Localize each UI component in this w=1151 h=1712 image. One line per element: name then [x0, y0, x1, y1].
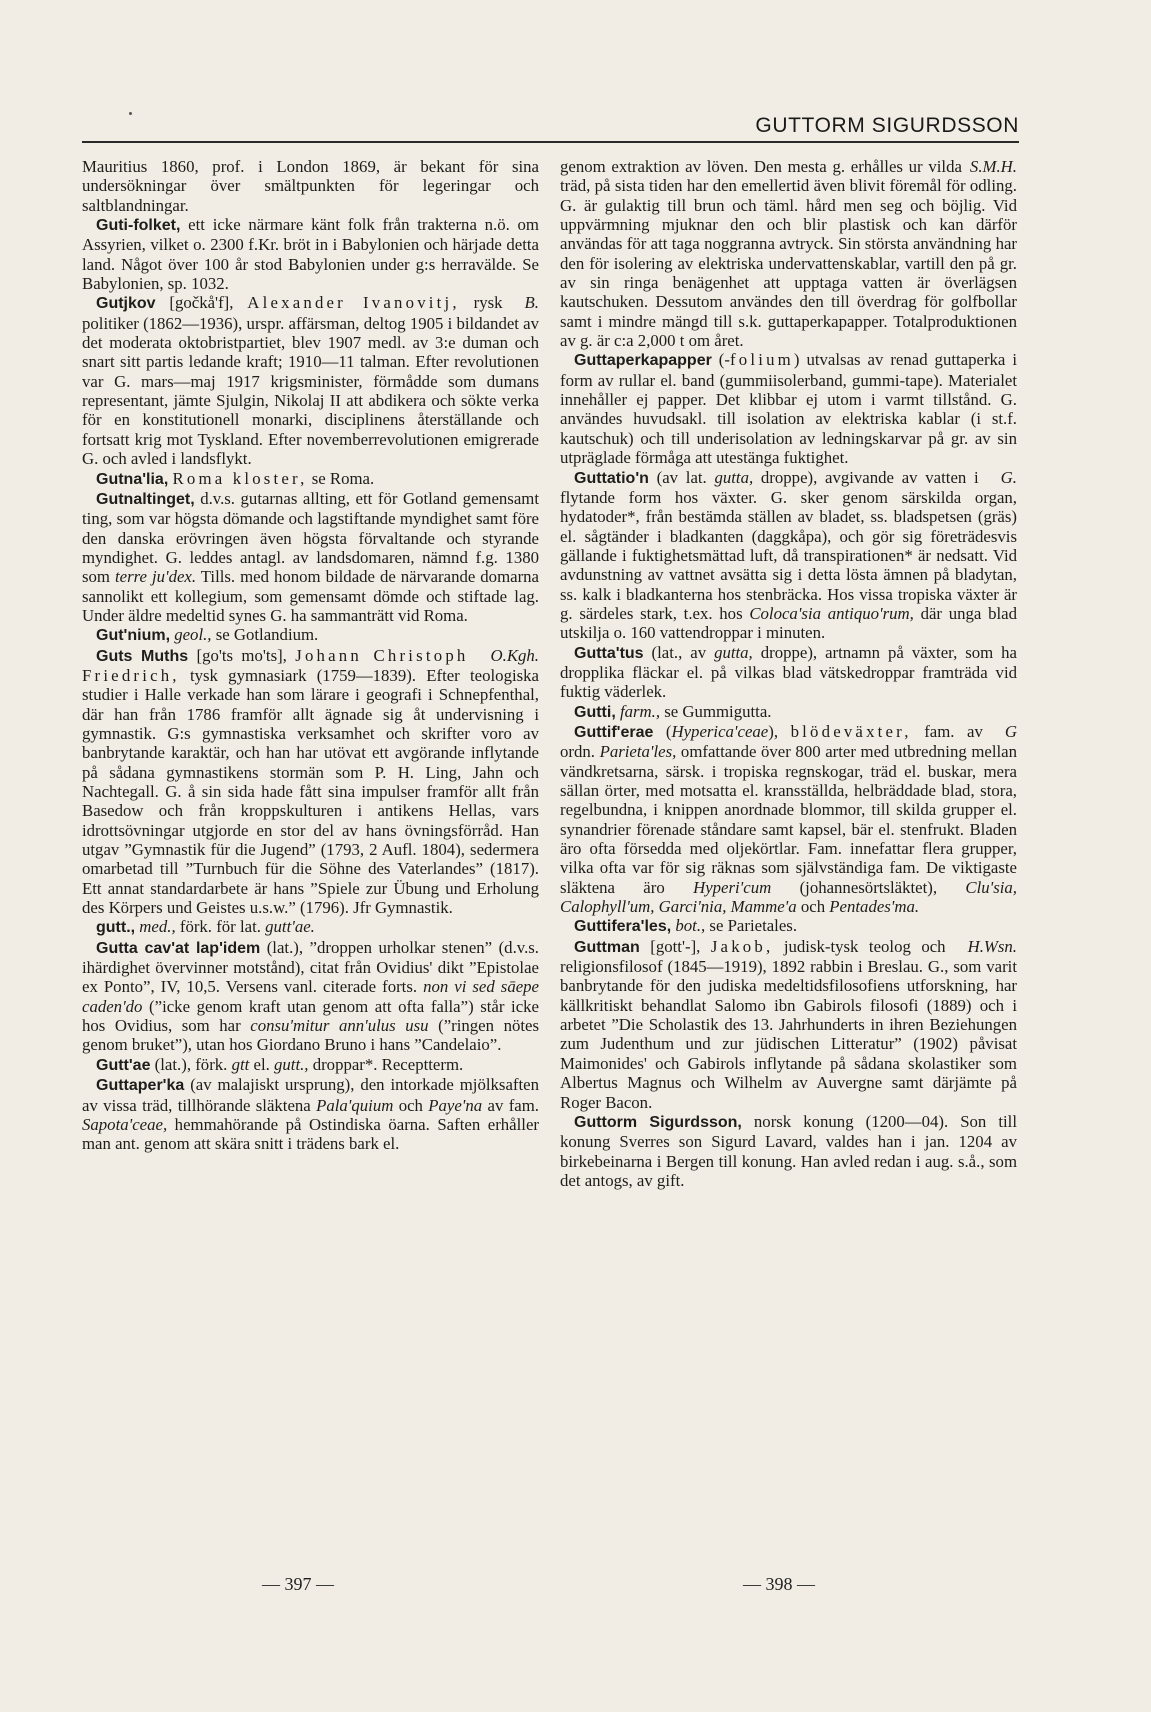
- entry-text: där unga blad utskilja o. 160 vattendroppar i minuten.: [560, 603, 1017, 643]
- author-signature: H.Wsn.: [967, 936, 1017, 956]
- dictionary-entry: [82, 917, 539, 937]
- entry-text: (av lat.: [648, 467, 715, 487]
- entry-headword: Gutna'lia,: [96, 470, 169, 488]
- entry-text: Mauritius 1860, prof. i London 1869, är bekant för sina undersökningar över smältpunkten för legeringar och saltblandningar.: [82, 157, 539, 215]
- dictionary-entry: [560, 157, 1017, 350]
- author-signature: G.: [1000, 467, 1017, 487]
- dictionary-entry: [560, 1112, 1017, 1190]
- author-signature: B.: [524, 293, 539, 313]
- italic-term: Coloca'sia antiquo'rum,: [749, 603, 914, 623]
- entry-text: ) utvalsas av renad guttaperka i form av rullar el. band (gummiisolerband, gummi-tape). Materialet innehåller ej papper. Det klibbar ej utom i varmt tillstånd. G. användes huvudsakl. till isolation av elektriska kablar (i st.f. kautschuk) och till underisolation av ledningskarvar på gr. av sin utpräglade förmåga att utestänga fuktighet.: [560, 350, 1018, 468]
- entry-text: hemmahörande på Ostindiska öarna. Saften erhåller man ant. genom att skära snitt i trädens bark el.: [82, 1114, 539, 1154]
- entry-headword: Gutnaltinget,: [96, 490, 195, 508]
- dictionary-entry: [82, 646, 539, 918]
- dictionary-entry: [82, 625, 539, 645]
- entry-text: ett icke närmare känt folk från trakterna n.ö. om Assyrien, vilket o. 2300 f.Kr. bröt in i Babylonien och härjade detta land. Något över 100 år stod Babylonien under g:s herravälde. Se Babylonien, sp. 1032.: [82, 215, 539, 294]
- italic-term: Sapota'ceae,: [82, 1114, 168, 1134]
- italic-term: farm.,: [619, 701, 661, 721]
- dictionary-entry: [82, 469, 539, 489]
- entry-text: [gott'-],: [639, 936, 711, 956]
- entry-headword: Guti-folket,: [96, 217, 181, 235]
- entry-text: tysk gymnasiark (1759—1839). Efter teologiska studier i Halle verkade han som lärare i geografi i Schnepfenthal, där han från 1786 framför allt ägnade sig åt undervisning i gymnastik. G:s gymnastiska verksamhet och skrifter voro av banbrytande karaktär, och han har utövat ett avgörande inflytande på sådana gymnastikens stormän som P. H. Ling, Jahn och Nachtegall. G. å sin sida hade fått sina impulser framför allt från Basedow och från kroppskulturen i antikens Hellas, vars idrottsövningar utgjorde en stor del av hans övningsförråd. Han utgav ”Gymnastik für die Jugend” (1793, 2 Aufl. 1804), sedermera omarbetad till ”Turnbuch für die Söhne des Vaterlandes” (1817). Ett annat standardarbete är hans ”Spiele zur Übung und Erholung des Körpers und Geistes u.s.w.” (1796). Jfr Gymnastik.: [82, 665, 539, 918]
- entry-text: [gočkå'f],: [155, 293, 248, 313]
- entry-text: d.v.s. gutarnas allting, ett för Gotland gemensamt ting, som var högsta dömande och lagstiftande myndighet samt före den danska erövringen även högsta förvaltande och styrande myndighet. G. leddes antagl. av landsdomaren, nämnd f.g. 1380 som: [82, 488, 539, 587]
- entry-headword: Gutta cav'at lap'idem: [96, 939, 261, 957]
- entry-headword: Gutta'tus: [574, 644, 644, 662]
- entry-headword: Guttaperkapapper: [574, 352, 712, 370]
- italic-term: geol.,: [174, 625, 212, 645]
- spaced-name: Roma kloster,: [172, 468, 308, 488]
- dictionary-entry: [82, 489, 539, 625]
- spaced-name: Johann Christoph Friedrich,: [82, 645, 469, 685]
- entry-text: (”ringen nötes genom bruket”), utan hos Giordano Bruno i hans ”Candelaio”.: [82, 1016, 539, 1055]
- dictionary-entry: [82, 938, 539, 1055]
- left-column: [82, 157, 539, 1154]
- entry-text: genom extraktion av löven. Den mesta g. erhålles ur vilda träd, på sista tiden har den emellertid även blivit föremål för odling. G. är gulaktig till brun och täml. hård men seg och böjlig. Vid uppvärmning mjuknar den och blir plastisk och kan därför användas för att taga noggranna avtryck. Sin största användning har den för isolering av elektriska undervattenskablar, vartill den på gr. av sin ringa benägenhet att upptaga vatten är överlägsen kautschuken. Dessutom användes den till överdrag för golfbollar samt i mindre mängd till s.k. guttaperkapapper. Totalproduktionen av g. är c:a 2,000 t om året.: [560, 157, 1017, 351]
- dictionary-entry: [560, 468, 1017, 643]
- italic-term: Parieta'les,: [599, 742, 677, 762]
- entry-text: se Gotlandium.: [211, 625, 319, 645]
- entry-text: omfattande över 800 arter med utbredning mellan vändkretsarna, särsk. i tropiska regnskogar, träd el. buskar, mera sällan örter, med motsatta el. kransställda, helbräddade blad, stora, regelbundna, i knippen anordnade blommor, till skilda grupper el. synandrier förenade ståndare samt kapsel, bär el. stenfrukt. Bladen äro ofta försedda med oljekörtlar. Fam. innefattar flera grupper, vilka ofta var för sig räknas som självständiga fam. De viktigaste släktena äro: [560, 742, 1017, 897]
- dictionary-entry: [560, 702, 1017, 722]
- entry-text: droppe), artnamn på växter, som ha dropplika fläckar el. på vilkas blad vätskedroppar framträda vid fuktig väderlek.: [560, 642, 1017, 702]
- entry-text: [go'ts mo'ts],: [188, 645, 296, 665]
- entry-headword: Guttman: [574, 938, 640, 956]
- entry-text: förk. för lat.: [175, 917, 266, 937]
- entry-text: se Gummigutta.: [660, 701, 772, 721]
- dictionary-entry: [82, 293, 539, 468]
- dictionary-entry: [560, 937, 1017, 1112]
- entry-text: och: [796, 897, 830, 917]
- italic-term: Hyperica'ceae: [671, 721, 769, 741]
- italic-term: med.,: [139, 917, 176, 937]
- entry-headword: Gutti,: [574, 703, 616, 721]
- entry-text: (”icke genom kraft utan genom att ofta falla”) står icke hos Ovidius, som har: [82, 996, 539, 1036]
- italic-term: Pala'quium: [316, 1095, 394, 1115]
- entry-text: (johannesörtsläktet),: [771, 877, 966, 897]
- spaced-name: Jakob,: [710, 936, 774, 956]
- entry-headword: Guttatio'n: [574, 469, 649, 487]
- spaced-name: folium: [729, 350, 794, 370]
- dictionary-entry: [82, 1055, 539, 1075]
- author-signature: O.Kgh.: [490, 645, 539, 665]
- entry-headword: Gut'nium,: [96, 627, 171, 645]
- entry-text: se Parietales.: [705, 916, 798, 936]
- italic-term: terre ju'dex.: [114, 567, 197, 587]
- entry-text: (: [653, 721, 672, 741]
- right-column: [560, 157, 1017, 1190]
- entry-headword: Guttaper'ka: [96, 1077, 185, 1095]
- ink-speck: [129, 112, 132, 115]
- entry-headword: Guts Muths: [96, 647, 189, 665]
- header-rule: [82, 141, 1019, 143]
- entry-headword: Guttifera'les,: [574, 918, 672, 936]
- entry-text: ),: [768, 721, 791, 741]
- entry-text: rysk politiker (1862—1936), urspr. affärsman, deltog 1905 i bildandet av det moderata oktobristpartiet, blev 1907 medl. av 3:e duman och snart sitt partis ledande kraft; 1910—11 talman. Efter revolutionen var G. mars—maj 1917 krigsminister, förmådde som dumans representant, jämte Sjulgin, Nikolaj II att abdikera och sökte verka för en konstitutionell monarki, disciplinens återställande och fortsatt krig mot Tyskland. Efter novemberrevolutionen emigrerade G. och avled i landsflykt.: [82, 293, 539, 469]
- dictionary-entry: [82, 1075, 539, 1153]
- italic-term: Pentades'ma.: [829, 897, 920, 917]
- entry-text: (av malajiskt ursprung), den intorkade mjölksaften av vissa träd, tillhörande släktena: [82, 1075, 539, 1115]
- italic-term: gtt: [231, 1054, 250, 1074]
- entry-text: (-: [711, 350, 730, 370]
- italic-term: Clu'sia, Calophyll'um, Garci'nia, Mamme'a: [560, 877, 1017, 917]
- entry-text: Tills. med honom bildade de närvarande domarna sannolikt ett kollegium, som gemensamt dömde och stiftade lag. Under äldre medeltid synes G. ha sammanträtt vid Roma.: [82, 567, 540, 625]
- entry-headword: Guttif'erae: [574, 723, 654, 741]
- entry-headword: gutt.,: [96, 919, 136, 937]
- entry-text: (lat.), ”droppen urholkar stenen” (d.v.s. ihärdighet övervinner motstånd), citat från Ovidius' dikt ”Epistolae ex Ponto”, IV, 10,5. Versens vanl. citerade forts.: [82, 937, 539, 997]
- entry-text: el.: [249, 1054, 274, 1074]
- italic-term: bot.,: [675, 916, 706, 936]
- entry-text: droppar*. Receptterm.: [308, 1054, 464, 1074]
- italic-term: gutta,: [714, 467, 754, 487]
- italic-term: gutt.,: [274, 1054, 309, 1074]
- entry-text: fam. av ordn.: [560, 721, 983, 762]
- italic-term: Hyperi'cum: [693, 877, 772, 897]
- dictionary-entry: [82, 215, 539, 293]
- spaced-name: Alexander Ivanovitj,: [247, 293, 460, 313]
- italic-term: Paye'na: [428, 1095, 483, 1115]
- entry-text: norsk konung (1200—04). Son till konung Sverres son Sigurd Lavard, valdes han i jan. 1204 av birkebeinarna i Bergen till konung. Han avled redan i aug. s.å., som det antogs, av gift.: [560, 1111, 1018, 1190]
- dictionary-entry: [560, 722, 1017, 916]
- entry-text: judisk-tysk teolog och religionsfilosof (1845—1919), 1892 rabbin i Breslau. G., som varit banbrytande för den judiska medeltidsfilosofiens utforskning, har källkritiskt behandlat Salomo ibn Gabirols filosofi (1889) och i arbetet ”Die Scholastik des 13. Jahrhunderts in ihren Beziehungen zum Judenthum und zur jüdischen Litteratur” (1902) påvisat Maimonides' och Gabirols inflytande på sådana skolastiker som Albertus Magnus och Wilhelm av Auvergne samt därjämte på Roger Bacon.: [560, 936, 1017, 1112]
- page-number-right: — 398 —: [743, 1574, 815, 1594]
- italic-term: non vi sed sāepe caden'do: [82, 977, 539, 1016]
- entry-text: (lat., av: [643, 642, 715, 662]
- entry-text: av fam.: [482, 1095, 540, 1115]
- italic-term: consu'mitur ann'ulus usu: [250, 1016, 429, 1036]
- entry-headword: Gutt'ae: [96, 1056, 151, 1074]
- dictionary-entry: [82, 157, 539, 215]
- italic-term: gutt'ae.: [265, 917, 315, 937]
- entry-text: och: [393, 1095, 429, 1115]
- entry-text: droppe), avgivande av vatten i flytande form hos växter. G. sker genom särskilda organ, hydatoder*, från bestämda ställen av bladet, ss. bladspetsen (gräs) el. sågtänder i bladkanten (daggkåpa), och gör sig företrädesvis gällande i fuktighetsmättad luft, då transpirationen* är nedsatt. Vid avdunstning av vattnet avsätta sig i detta lösta ämnen på bladytan, ss. kalk i bladkanterna hos stenbräcka. Hos vissa tropiska växter är g. särdeles stark, t.ex. hos: [560, 467, 1017, 623]
- spaced-name: blödeväxter,: [790, 721, 912, 741]
- page-number-left: — 397 —: [262, 1574, 334, 1594]
- author-signature: S.M.H.: [969, 157, 1017, 176]
- running-head: GUTTORM SIGURDSSON: [755, 114, 1019, 137]
- entry-text: se Roma.: [307, 468, 375, 488]
- entry-headword: Gutjkov: [96, 295, 156, 313]
- dictionary-entry: [560, 350, 1017, 467]
- dictionary-entry: [560, 916, 1017, 936]
- entry-text: (lat.), förk.: [150, 1054, 232, 1074]
- entry-headword: Guttorm Sigurdsson,: [574, 1113, 742, 1131]
- author-signature: G: [1004, 721, 1017, 741]
- dictionary-entry: [560, 643, 1017, 702]
- italic-term: gutta,: [714, 642, 753, 662]
